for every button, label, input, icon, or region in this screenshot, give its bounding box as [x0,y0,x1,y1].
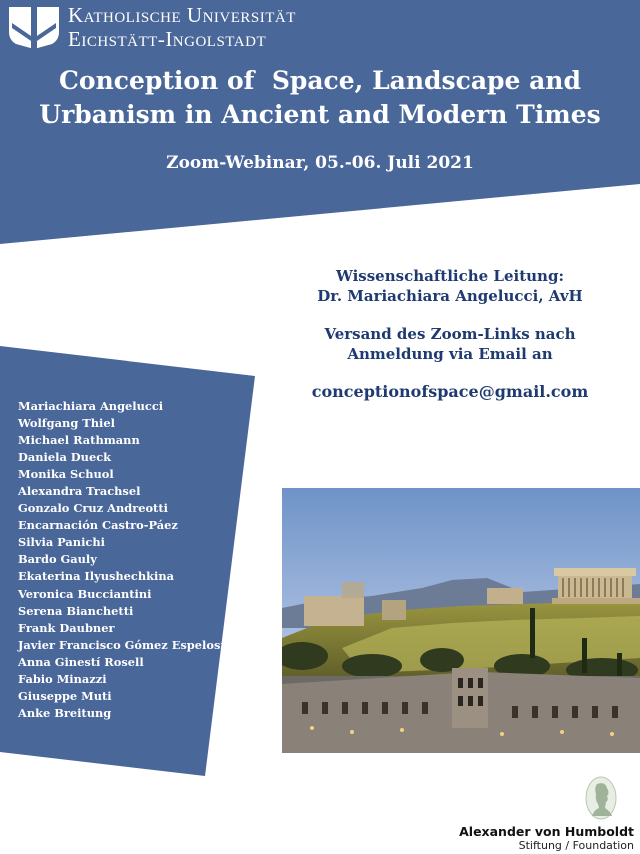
event-title-line1: Conception of Space, Landscape and [59,66,581,95]
leitung-name: Dr. Mariachiara Angelucci, AvH [317,287,583,305]
humboldt-portrait-icon [585,776,617,820]
foundation-subtitle: Stiftung / Foundation [518,839,634,852]
speaker-item: Daniela Dueck [18,450,112,465]
info-block [272,266,628,402]
speakers-list [18,398,233,722]
speaker-item: Wolfgang Thiel [18,416,115,431]
speaker-item: Monika Schuol [18,467,114,482]
speaker-item: Veronica Bucciantini [18,586,152,601]
speaker-item: Frank Daubner [18,620,115,635]
university-name-line1: Katholische Universität [68,3,296,27]
university-name [68,3,296,51]
university-crest-icon [8,6,60,50]
contact-email: conceptionofspace@gmail.com [311,382,589,401]
speaker-item: Michael Rathmann [18,433,140,448]
leitung-label: Wissenschaftliche Leitung: [336,267,564,285]
acropolis-photo [282,488,640,753]
speaker-item: Encarnación Castro-Páez [18,518,178,533]
versand-line2: Anmeldung via Email an [347,345,553,363]
speaker-item: Anke Breitung [18,705,112,720]
speaker-item: Anna Ginestí Rosell [18,654,144,669]
speaker-item: Ekaterina Ilyushechkina [18,569,175,584]
speaker-item: Bardo Gauly [18,552,97,567]
versand-line1: Versand des Zoom-Links nach [324,325,576,343]
speaker-item: Giuseppe Muti [18,688,112,703]
speaker-item: Silvia Panichi [18,535,105,550]
speaker-item: Javier Francisco Gómez Espelosín [18,637,233,652]
speaker-item: Gonzalo Cruz Andreotti [18,501,168,516]
foundation-name: Alexander von Humboldt [459,824,634,839]
speaker-item: Alexandra Trachsel [18,484,141,499]
speaker-item: Serena Bianchetti [18,603,134,618]
event-title [0,64,640,132]
event-title-line2: Urbanism in Ancient and Modern Times [39,100,601,129]
speaker-item: Fabio Minazzi [18,671,107,686]
university-name-line2: Eichstätt-Ingolstadt [68,27,267,51]
speaker-item: Mariachiara Angelucci [18,399,164,413]
event-subtitle: Zoom-Webinar, 05.-06. Juli 2021 [166,153,474,173]
